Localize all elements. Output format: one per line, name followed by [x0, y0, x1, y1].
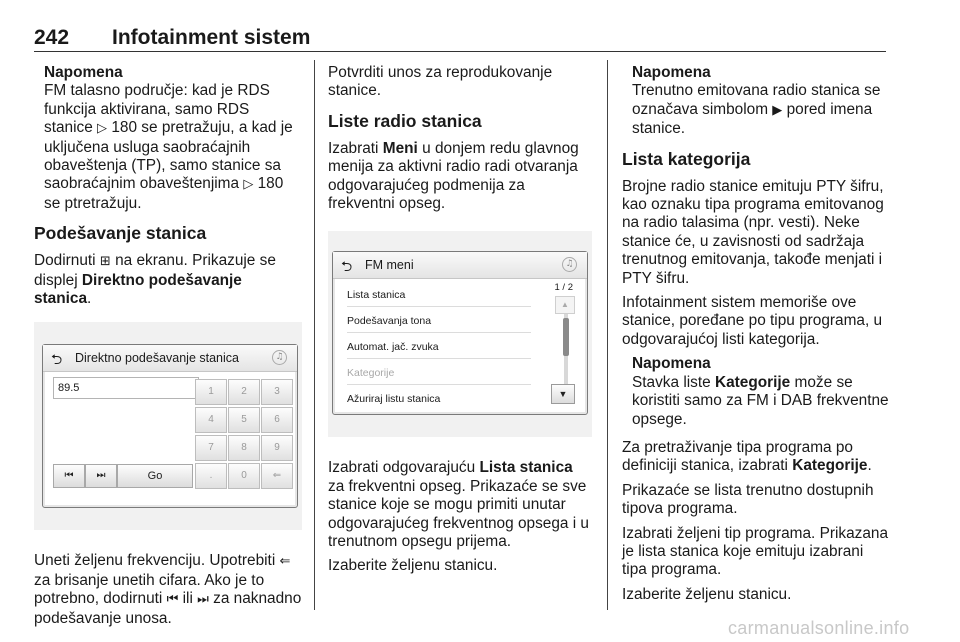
- page-ref-link[interactable]: 180: [257, 175, 284, 193]
- seek-forward-button[interactable]: [85, 464, 117, 488]
- key-5[interactable]: 5: [228, 407, 260, 433]
- note-body: Stavka liste Kategorije može se koristiti samo za FM i DAB frekventne opsege.: [632, 373, 889, 428]
- menu-item-auto-volume[interactable]: Automat. jač. zvuka: [347, 336, 531, 359]
- page-ref-link[interactable]: 180: [111, 119, 138, 137]
- key-2[interactable]: 2: [228, 379, 260, 405]
- key-decimal[interactable]: .: [195, 463, 227, 489]
- column-3: [622, 64, 890, 610]
- backspace-icon: ⇐: [279, 554, 291, 570]
- backspace-key[interactable]: [261, 463, 293, 489]
- scrollbar-thumb[interactable]: [563, 318, 569, 356]
- screen-title: Direktno podešavanje stanica: [75, 351, 239, 366]
- music-note-icon[interactable]: ♫: [562, 257, 577, 272]
- paragraph: Potvrditi unos za reprodukovanje stanice.: [328, 64, 553, 100]
- key-0[interactable]: 0: [228, 463, 260, 489]
- paragraph: Izabrati odgovarajuću Lista stanica za frekventni opseg. Prikazaće se sve stanice koje se mogu primiti unutar odgovarajućeg frekventnog opsega i u trenutnom opsegu prijema.: [328, 459, 589, 551]
- key-3[interactable]: 3: [261, 379, 293, 405]
- frequency-field[interactable]: 89.5: [53, 377, 199, 399]
- music-note-icon[interactable]: ♫: [272, 350, 287, 365]
- page-title: Infotainment sistem: [112, 26, 311, 49]
- column-divider-2: [607, 60, 608, 610]
- paragraph: Izaberite željenu stanicu.: [328, 557, 498, 575]
- skip-forward-icon: ⏭: [197, 592, 209, 608]
- note-categories: [622, 355, 890, 429]
- note-title: Napomena: [44, 64, 123, 81]
- paragraph: Uneti željenu frekvenciju. Upotrebiti ⇐ za brisanje unetih cifara. Ako je to potrebno, dodirnuti ⏮ ili ⏭ za naknadno podešavanje unosa.: [34, 552, 302, 627]
- backspace-icon: ⇐: [272, 470, 282, 482]
- skip-back-icon: ⏮: [64, 470, 74, 482]
- skip-forward-icon: ⏭: [96, 470, 106, 482]
- menu-item-station-list[interactable]: Lista stanica: [347, 284, 531, 307]
- column-divider-1: [314, 60, 315, 610]
- screen-title-bar: [43, 345, 297, 372]
- back-icon[interactable]: ⮌: [341, 259, 353, 276]
- skip-back-icon: ⏮: [166, 592, 179, 608]
- section-heading-station-lists: Liste radio stanica: [328, 110, 482, 131]
- scroll-up-button[interactable]: [555, 296, 575, 314]
- section-heading-tuning: Podešavanje stanica: [34, 223, 207, 244]
- back-icon[interactable]: ⮌: [51, 352, 63, 369]
- paragraph: Prikazaće se lista trenutno dostupnih tipova programa.: [622, 481, 874, 518]
- page-ref-icon: ▷: [243, 177, 254, 193]
- screen-title-bar: [333, 252, 587, 279]
- go-button[interactable]: Go: [117, 464, 193, 488]
- note-title: Napomena: [632, 64, 711, 81]
- page-number: 242: [34, 26, 70, 49]
- arrow-down-icon: ▼: [558, 389, 568, 400]
- screen-title: FM meni: [365, 258, 414, 273]
- tune-icon: ⊞: [99, 254, 111, 270]
- arrow-up-icon: ▲: [561, 300, 569, 310]
- key-6[interactable]: 6: [261, 407, 293, 433]
- menu-item-tone-settings[interactable]: Podešavanja tona: [347, 310, 531, 333]
- menu-item-update-station-list[interactable]: Ažuriraj listu stanica: [347, 393, 441, 406]
- paragraph: Dodirnuti ⊞ na ekranu. Prikazuje se displej Direktno podešavanje stanica.: [34, 252, 276, 308]
- note-body: Trenutno emitovana radio stanica se označava simbolom ▶ pored imena stanice.: [632, 82, 881, 138]
- fm-menu-screen: [332, 251, 588, 415]
- note-rds: [34, 64, 302, 213]
- paragraph: Izabrati Meni u donjem redu glavnog menija za aktivni radio radi otvaranja odgovarajućeg podmenija za frekventni opseg.: [328, 139, 579, 213]
- header-rule: [34, 51, 886, 52]
- paragraph: Infotainment sistem memoriše ove stanice, poređane po tipu programa, u odgovarajućoj listi kategorija.: [622, 294, 883, 348]
- screenshot-fm-menu: [328, 231, 592, 437]
- key-9[interactable]: 9: [261, 435, 293, 461]
- note-title: Napomena: [632, 355, 711, 373]
- page-indicator: 1 / 2: [554, 282, 573, 294]
- play-marker-icon: ▶: [772, 102, 783, 118]
- key-8[interactable]: 8: [228, 435, 260, 461]
- key-4[interactable]: 4: [195, 407, 227, 433]
- page-header: [34, 26, 886, 52]
- note-body: FM talasno područje: kad je RDS funkcija aktivirana, samo RDS stanice ▷ 180 se pretražuju, a kad je uključena usluga saobraćajnih obaveštenja (TP), samo stanice sa saobraćajnim obaveštenjima ▷ 180 se ptretražuju.: [44, 82, 293, 212]
- page-ref-icon: ▷: [97, 121, 108, 137]
- screenshot-direct-tuning: [34, 322, 302, 530]
- scroll-down-button[interactable]: [551, 384, 575, 404]
- watermark: carmanualsonline.info: [728, 618, 910, 638]
- section-heading-category-list: Lista kategorija: [622, 148, 751, 169]
- seek-back-button[interactable]: [53, 464, 85, 488]
- column-2: [328, 64, 592, 582]
- menu-item-categories: Kategorije: [347, 362, 531, 385]
- paragraph: Izabrati željeni tip programa. Prikazana je lista stanica koje emituju izabrani tipa programa.: [622, 524, 889, 579]
- key-1[interactable]: 1: [195, 379, 227, 405]
- key-7[interactable]: 7: [195, 435, 227, 461]
- direct-tuning-screen: [42, 344, 298, 508]
- paragraph: Za pretraživanje tipa programa po definiciji stanica, izabrati Kategorije.: [622, 438, 872, 475]
- note-current-station: [622, 64, 890, 139]
- paragraph: Brojne radio stanice emituju PTY šifru, kao oznaku tipa programa emitovanog na radio talasima (npr. vesti). Neke stanice će, u zavisnosti od sadržaja trenutnog emitovanja, takođe menjati i PTY šifru.: [622, 177, 884, 287]
- paragraph: Izaberite željenu stanicu.: [622, 585, 792, 603]
- column-1: [34, 64, 302, 634]
